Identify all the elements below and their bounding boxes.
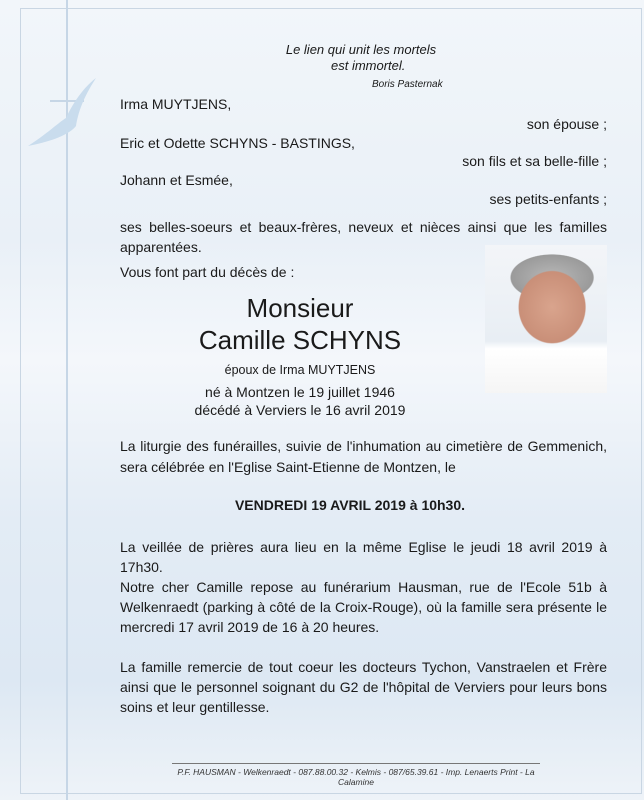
- thanks-text: La famille remercie de tout coeur les docteurs Tychon, Vanstraelen et Frère ainsi que le personnel soignant du G2 de l'hôpital de Verviers pour leurs bons soins et leur gentillesse.: [120, 659, 607, 715]
- family-name: Irma MUYTJENS,: [120, 96, 232, 112]
- family-name: Eric et Odette SCHYNS - BASTINGS,: [120, 135, 355, 151]
- vigil-text: La veillée de prières aura lieu en la même Eglise le jeudi 18 avril 2019 à 17h30.: [120, 539, 607, 575]
- portrait-photo: [485, 245, 607, 393]
- birth-info: né à Montzen le 19 juillet 1946: [205, 384, 395, 400]
- quote-line-1: Le lien qui unit les mortels: [285, 42, 437, 57]
- deceased-spouse: époux de Irma MUYTJENS: [224, 363, 376, 377]
- footer-text: P.F. HAUSMAN - Welkenraedt - 087.88.00.32 - Kelmis - 087/65.39.61 - Imp. Lenaerts Print - La Calamine: [177, 767, 535, 787]
- dove-icon: [28, 78, 98, 148]
- quote-line-2: est immortel.: [331, 58, 406, 73]
- family-relation: ses petits-enfants ;: [489, 191, 607, 207]
- quote-author: Boris Pasternak: [372, 79, 443, 90]
- death-info: décédé à Verviers le 16 avril 2019: [194, 402, 406, 418]
- announcement: Vous font part du décès de :: [120, 264, 295, 280]
- other-relatives: ses belles-soeurs et beaux-frères, neveux et nièces ainsi que les familles apparentées.: [120, 219, 607, 255]
- family-relation: son épouse ;: [526, 116, 607, 132]
- liturgy-text: La liturgie des funérailles, suivie de l'inhumation au cimetière de Gemmenich, sera célébrée en l'Eglise Saint-Etienne de Montzen, le: [120, 438, 607, 475]
- funerarium-text: Notre cher Camille repose au funérarium Hausman, rue de l'Ecole 51b à Welkenraedt (parking à côté de la Croix-Rouge), où la famille sera présente le mercredi 17 avril 2019 de 16 à 20 heures.: [120, 579, 607, 635]
- footer-divider: [172, 763, 540, 764]
- family-name: Johann et Esmée,: [120, 172, 233, 188]
- family-relation: son fils et sa belle-fille ;: [462, 153, 607, 169]
- deceased-name: Camille SCHYNS: [198, 325, 402, 355]
- funeral-date: VENDREDI 19 AVRIL 2019 à 10h30.: [234, 497, 466, 513]
- deceased-title: Monsieur: [246, 293, 354, 323]
